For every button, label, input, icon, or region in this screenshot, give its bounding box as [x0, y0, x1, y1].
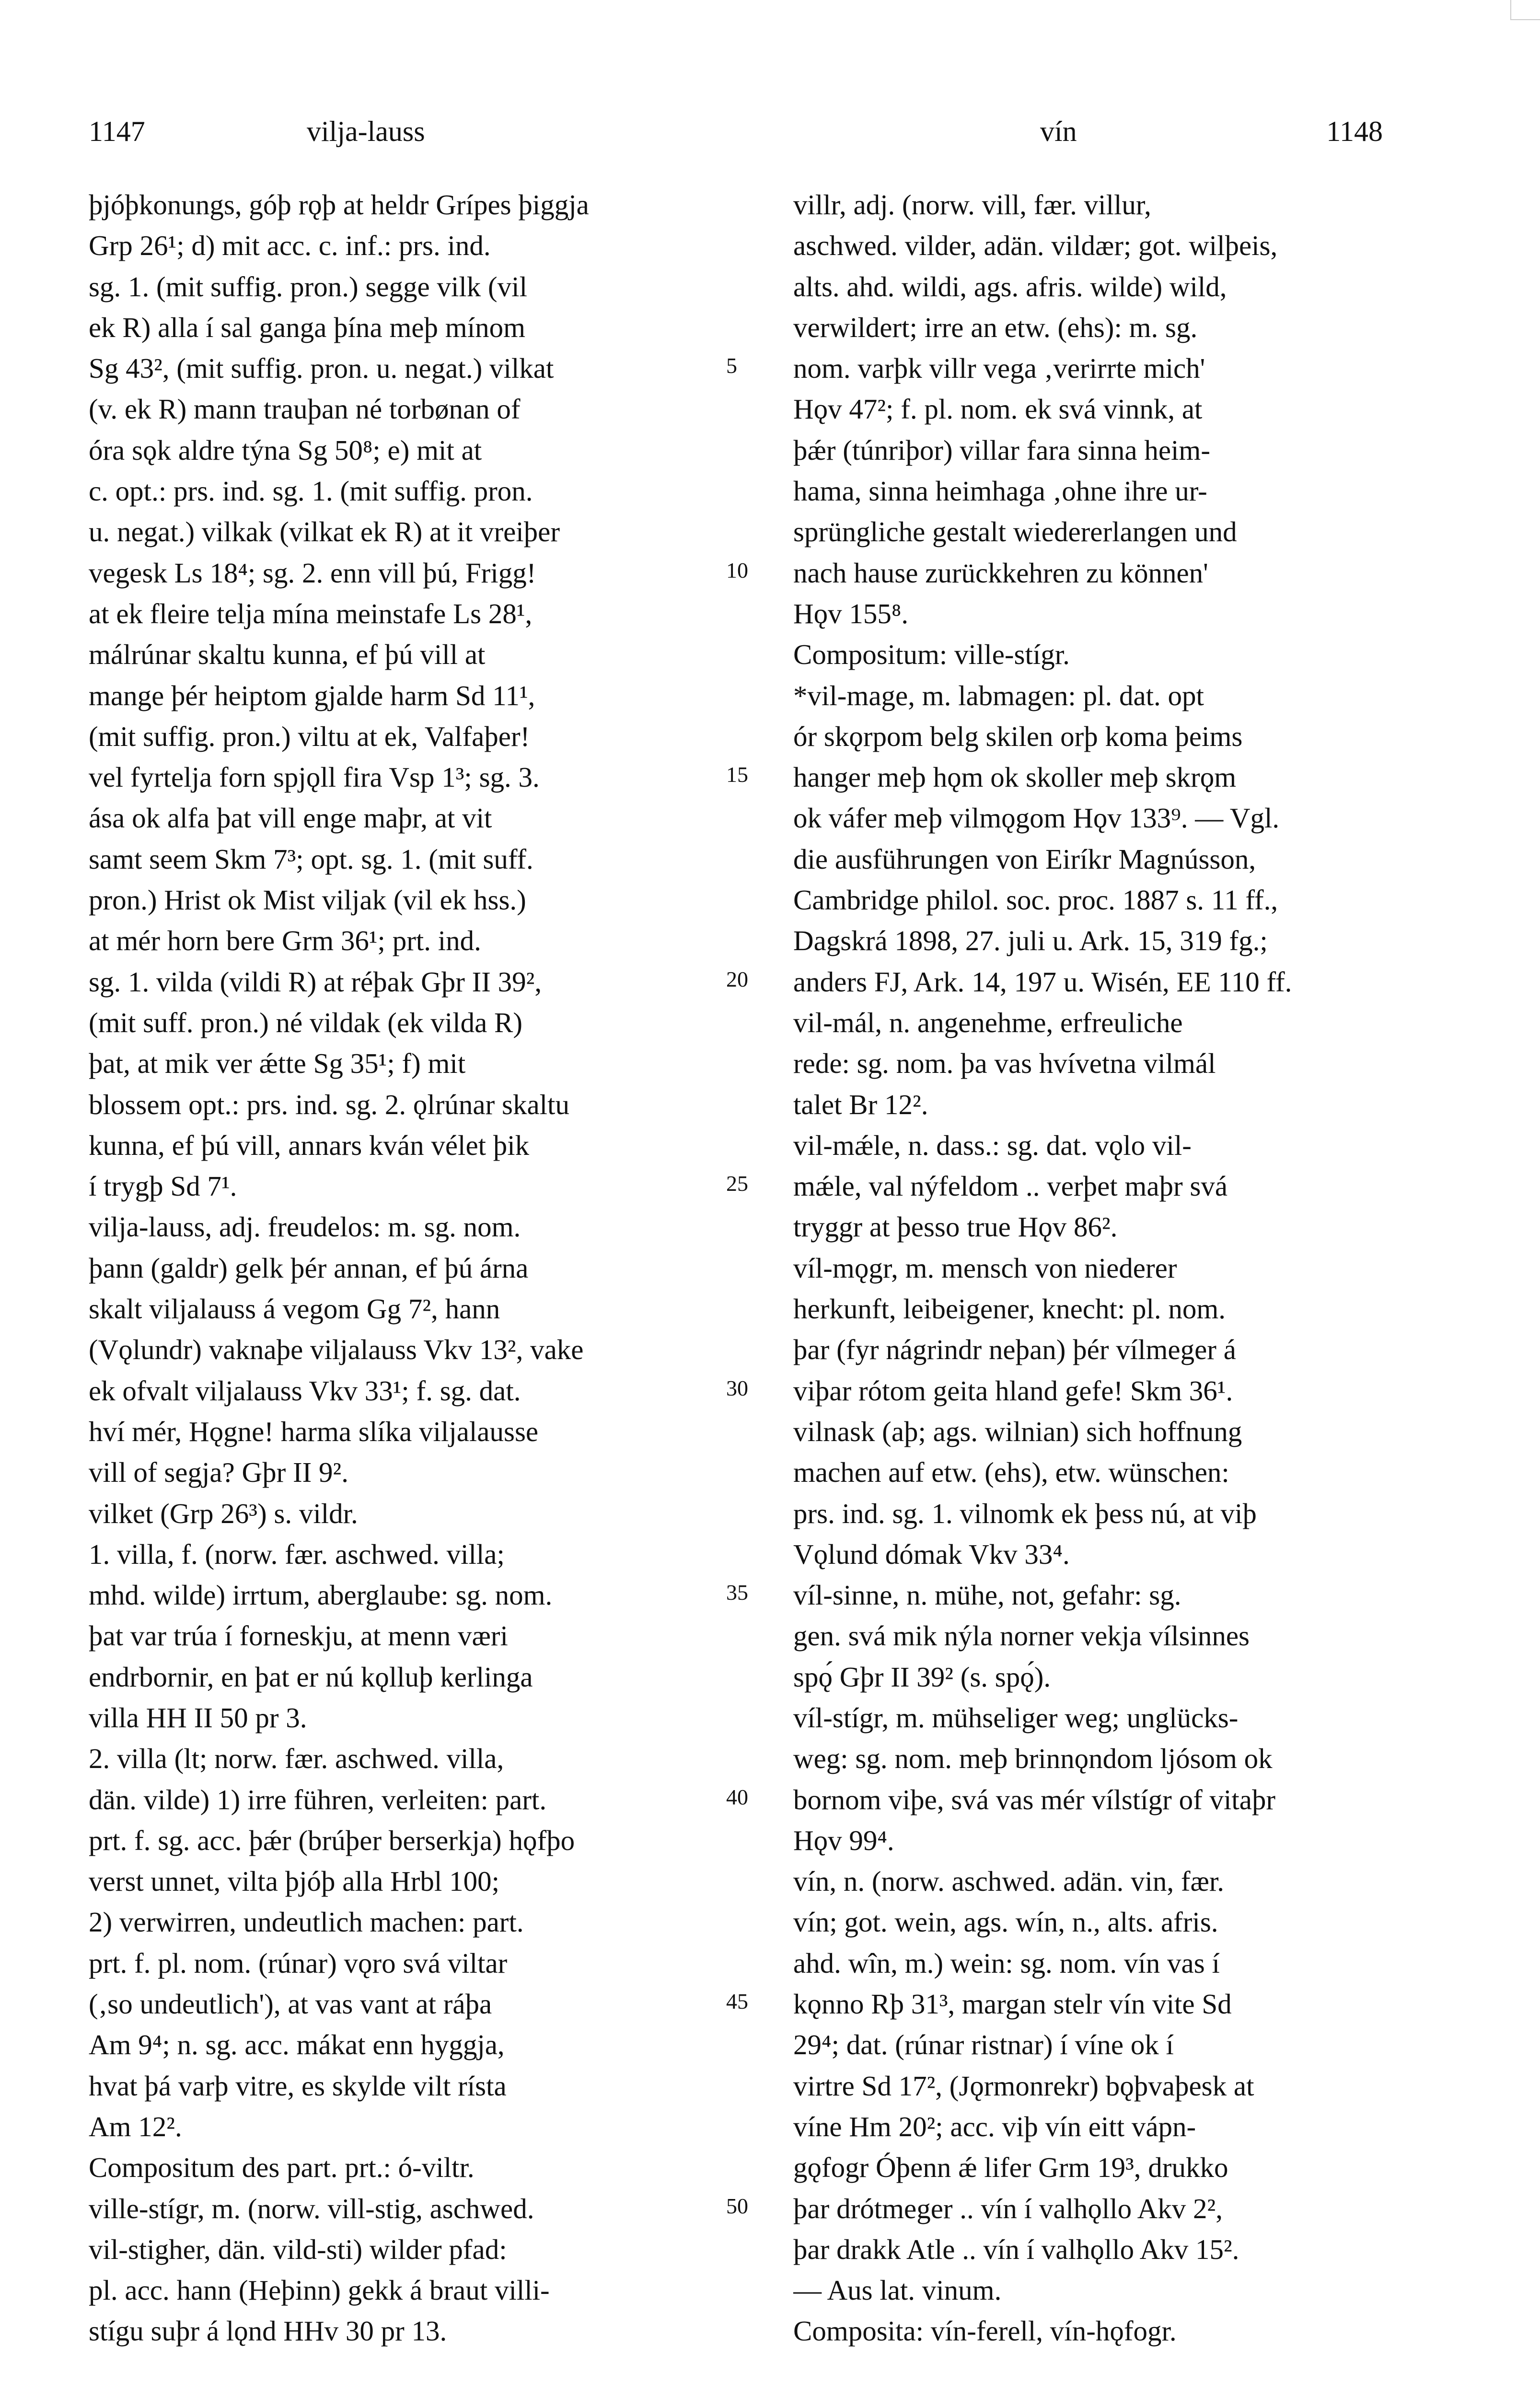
text-line: víl-sinne, n. mühe, not, gefahr: sg.	[793, 1579, 1181, 1611]
text-line: nach hause zurückkehren zu können'	[793, 557, 1208, 589]
text-line: óra sǫk aldre týna Sg 50⁸; e) mit at	[89, 434, 482, 466]
text-line: vilja-lauss, adj. freudelos: m. sg. nom.	[89, 1211, 521, 1243]
text-line: Hǫv 99⁴.	[793, 1824, 894, 1856]
text-line: verst unnet, vilta þjóþ alla Hrbl 100;	[89, 1865, 499, 1897]
text-line: málrúnar skaltu kunna, ef þú vill at	[89, 639, 486, 671]
text-line: ása ok alfa þat vill enge maþr, at vit	[89, 802, 492, 834]
text-line: aschwed. vilder, adän. vildær; got. wilþeis,	[793, 230, 1278, 262]
left-page-number: 1147	[89, 116, 145, 147]
text-line: Compositum des part. prt.: ó-viltr.	[89, 2152, 475, 2184]
text-line: skalt viljalauss á vegom Gg 7², hann	[89, 1293, 500, 1325]
text-line: u. negat.) vilkak (vilkat ek R) at it vreiþer	[89, 516, 560, 548]
text-line: (Vǫlundr) vaknaþe viljalauss Vkv 13², vake	[89, 1334, 584, 1366]
text-line: þat var trúa í forneskju, at menn væri	[89, 1620, 508, 1652]
text-line: vegesk Ls 18⁴; sg. 2. enn vill þú, Frigg!	[89, 557, 536, 589]
text-line: talet Br 12².	[793, 1088, 928, 1120]
text-line: vil-stigher, dän. vild-sti) wilder pfad:	[89, 2233, 507, 2265]
line-number: 5	[726, 353, 737, 378]
text-line: dän. vilde) 1) irre führen, verleiten: part.	[89, 1783, 547, 1815]
text-line: blossem opt.: prs. ind. sg. 2. ǫlrúnar skaltu	[89, 1088, 569, 1120]
page-header	[89, 115, 1383, 158]
text-line: alts. ahd. wildi, ags. afris. wilde) wild,	[793, 270, 1227, 303]
text-line: Am 12².	[89, 2110, 182, 2142]
text-line: 2. villa (lt; norw. fær. aschwed. villa,	[89, 1743, 504, 1775]
text-line: Dagskrá 1898, 27. juli u. Ark. 15, 319 fg.;	[793, 925, 1268, 957]
left-column	[89, 185, 707, 2352]
text-line: die ausführungen von Eiríkr Magnússon,	[793, 843, 1256, 875]
text-line: viþar rótom geita hland gefe! Skm 36¹.	[793, 1374, 1233, 1407]
text-line: Am 9⁴; n. sg. acc. mákat enn hyggja,	[89, 2029, 505, 2061]
text-line: Hǫv 47²; f. pl. nom. ek svá vinnk, at	[793, 393, 1203, 425]
line-number: 45	[726, 1989, 748, 2014]
text-line: vil-mǽle, n. dass.: sg. dat. vǫlo vil-	[793, 1129, 1192, 1161]
text-line: Cambridge philol. soc. proc. 1887 s. 11 ff.,	[793, 884, 1278, 916]
text-line: vel fyrtelja forn spjǫll fira Vsp 1³; sg. 3.	[89, 761, 540, 793]
text-line: at mér horn bere Grm 36¹; prt. ind.	[89, 925, 481, 957]
text-line: hvat þá varþ vitre, es skylde vilt rísta	[89, 2070, 507, 2102]
text-line: þat, at mik ver ǽtte Sg 35¹; f) mit	[89, 1047, 466, 1080]
text-line: samt seem Skm 7³; opt. sg. 1. (mit suff.	[89, 843, 533, 875]
text-line: bornom viþe, svá vas mér vílstígr of vitaþr	[793, 1783, 1276, 1815]
right-guide-word: vín	[1040, 116, 1077, 147]
text-line: c. opt.: prs. ind. sg. 1. (mit suffig. pron.	[89, 475, 533, 507]
text-line: vín; got. wein, ags. wín, n., alts. afris.	[793, 1906, 1218, 1938]
text-line: vilket (Grp 26³) s. vildr.	[89, 1497, 358, 1529]
text-line: virtre Sd 17², (Jǫrmonrekr) bǫþvaþesk at	[793, 2070, 1254, 2102]
text-line: í trygþ Sd 7¹.	[89, 1170, 237, 1202]
text-line: sg. 1. (mit suffig. pron.) segge vilk (vil	[89, 270, 527, 303]
text-line: herkunft, leibeigener, knecht: pl. nom.	[793, 1293, 1226, 1325]
text-line: víl-stígr, m. mühseliger weg; unglücks-	[793, 1701, 1239, 1734]
text-line: pl. acc. hann (Heþinn) gekk á braut villi-	[89, 2274, 550, 2306]
text-line: villr, adj. (norw. vill, fær. villur,	[793, 189, 1151, 221]
text-line: Composita: vín-ferell, vín-hǫfogr.	[793, 2315, 1177, 2347]
line-number: 15	[726, 762, 748, 787]
text-line: víl-mǫgr, m. mensch von niederer	[793, 1252, 1177, 1284]
text-line: (mit suff. pron.) né vildak (ek vilda R)	[89, 1006, 523, 1038]
text-line: pron.) Hrist ok Mist viljak (vil ek hss.)	[89, 884, 526, 916]
text-line: sprüngliche gestalt wiedererlangen und	[793, 516, 1237, 548]
text-line: gen. svá mik nýla norner vekja vílsinnes	[793, 1620, 1250, 1652]
text-line: ok váfer meþ vilmǫgom Hǫv 133⁹. — Vgl.	[793, 802, 1280, 834]
text-line: *vil-mage, m. labmagen: pl. dat. opt	[793, 679, 1204, 711]
text-line: hama, sinna heimhaga ‚ohne ihre ur-	[793, 475, 1207, 507]
text-line: villa HH II 50 pr 3.	[89, 1701, 307, 1734]
text-line: Grp 26¹; d) mit acc. c. inf.: prs. ind.	[89, 230, 491, 262]
text-line: prt. f. pl. nom. (rúnar) vǫro svá viltar	[89, 1947, 508, 1979]
text-line: hví mér, Hǫgne! harma slíka viljalausse	[89, 1415, 539, 1447]
text-line: rede: sg. nom. þa vas hvívetna vilmál	[793, 1047, 1216, 1080]
text-line: ville-stígr, m. (norw. vill-stig, aschwed.	[89, 2192, 534, 2224]
text-line: þǽr (túnriþor) villar fara sinna heim-	[793, 434, 1210, 466]
text-line: ek R) alla í sal ganga þína meþ mínom	[89, 311, 525, 343]
text-line: verwildert; irre an etw. (ehs): m. sg.	[793, 311, 1198, 343]
text-line: endrbornir, en þat er nú kǫlluþ kerlinga	[89, 1661, 533, 1693]
line-number: 25	[726, 1171, 748, 1196]
text-line: 1. villa, f. (norw. fær. aschwed. villa;	[89, 1538, 505, 1570]
text-line: stígu suþr á lǫnd HHv 30 pr 13.	[89, 2315, 447, 2347]
text-line: vil-mál, n. angenehme, erfreuliche	[793, 1006, 1183, 1038]
line-number: 10	[726, 558, 748, 582]
text-line: þar (fyr nágrindr neþan) þér vílmeger á	[793, 1334, 1236, 1366]
text-line: weg: sg. nom. meþ brinnǫndom ljósom ok	[793, 1743, 1273, 1775]
line-number: 20	[726, 966, 748, 991]
right-column	[793, 185, 1412, 2352]
text-line: mǽle, val nýfeldom .. verþet maþr svá	[793, 1170, 1228, 1202]
right-page-number: 1148	[1326, 116, 1383, 147]
text-line: Hǫv 155⁸.	[793, 597, 909, 629]
text-line: vín, n. (norw. aschwed. adän. vin, fær.	[793, 1865, 1225, 1897]
text-line: spǫ́ Gþr II 39² (s. spǫ́).	[793, 1661, 1051, 1693]
text-line: nom. varþk villr vega ‚verirrte mich'	[793, 352, 1205, 384]
text-line: (mit suffig. pron.) viltu at ek, Valfaþer!	[89, 720, 530, 752]
text-line: (v. ek R) mann trauþan né torbønan of	[89, 393, 521, 425]
text-line: víne Hm 20²; acc. viþ vín eitt vápn-	[793, 2110, 1196, 2142]
text-line: þjóþkonungs, góþ rǫþ at heldr Grípes þiggja	[89, 189, 589, 221]
text-line: 2) verwirren, undeutlich machen: part.	[89, 1906, 524, 1938]
text-line: vilnask (aþ; ags. wilnian) sich hoffnung	[793, 1415, 1242, 1447]
line-number: 30	[726, 1375, 748, 1400]
text-line: þar drótmeger .. vín í valhǫllo Akv 2²,	[793, 2192, 1223, 2224]
text-line: þann (galdr) gelk þér annan, ef þú árna	[89, 1252, 529, 1284]
text-line: ór skǫrpom belg skilen orþ koma þeims	[793, 720, 1243, 752]
text-line: Vǫlund dómak Vkv 33⁴.	[793, 1538, 1070, 1570]
corner-mark	[1510, 0, 1540, 20]
text-line: Sg 43², (mit suffig. pron. u. negat.) vilkat	[89, 352, 554, 384]
line-number: 50	[726, 2193, 748, 2218]
text-line: ahd. wîn, m.) wein: sg. nom. vín vas í	[793, 1947, 1220, 1979]
text-line: — Aus lat. vinum.	[793, 2274, 1002, 2306]
text-line: anders FJ, Ark. 14, 197 u. Wisén, EE 110 ff.	[793, 966, 1292, 998]
text-line: þar drakk Atle .. vín í valhǫllo Akv 15².	[793, 2233, 1239, 2265]
text-line: prs. ind. sg. 1. vilnomk ek þess nú, at viþ	[793, 1497, 1257, 1529]
text-line: hanger meþ hǫm ok skoller meþ skrǫm	[793, 761, 1237, 793]
line-number: 35	[726, 1580, 748, 1605]
line-number: 40	[726, 1784, 748, 1809]
text-line: ek ofvalt viljalauss Vkv 33¹; f. sg. dat.	[89, 1374, 521, 1407]
text-line: 29⁴; dat. (rúnar ristnar) í víne ok í	[793, 2029, 1174, 2061]
text-line: tryggr at þesso true Hǫv 86².	[793, 1211, 1118, 1243]
text-line: kunna, ef þú vill, annars kván vélet þik	[89, 1129, 530, 1161]
text-line: Compositum: ville-stígr.	[793, 639, 1070, 671]
text-line: machen auf etw. (ehs), etw. wünschen:	[793, 1456, 1229, 1489]
text-line: kǫnno Rþ 31³, margan stelr vín vite Sd	[793, 1988, 1232, 2020]
left-guide-word: vilja-lauss	[307, 116, 425, 147]
text-line: mhd. wilde) irrtum, aberglaube: sg. nom.	[89, 1579, 553, 1611]
text-line: vill of segja? Gþr II 9².	[89, 1456, 348, 1489]
text-line: (‚so undeutlich'), at vas vant at ráþa	[89, 1988, 492, 2020]
text-line: sg. 1. vilda (vildi R) at réþak Gþr II 39²,	[89, 966, 542, 998]
text-line: gǫfogr Óþenn ǽ lifer Grm 19³, drukko	[793, 2152, 1228, 2184]
text-line: mange þér heiptom gjalde harm Sd 11¹,	[89, 679, 535, 711]
text-line: at ek fleire telja mína meinstafe Ls 28¹,	[89, 597, 533, 629]
text-line: prt. f. sg. acc. þǽr (brúþer berserkja) hǫfþo	[89, 1824, 575, 1856]
